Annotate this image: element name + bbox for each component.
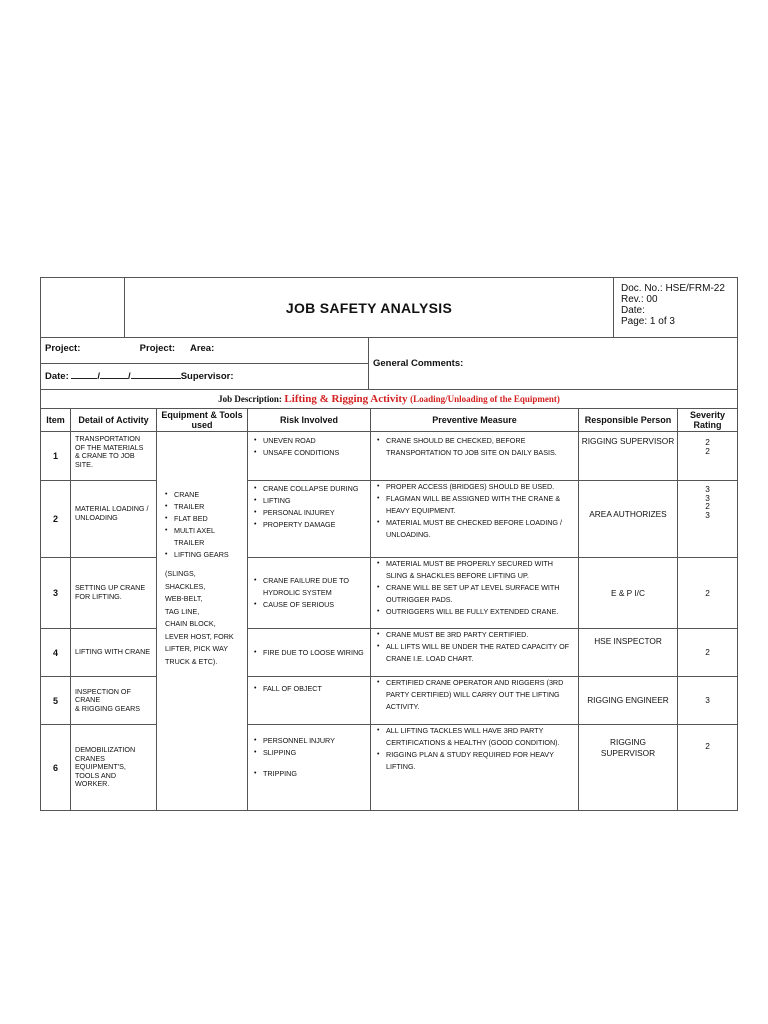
col-item: Item (41, 409, 71, 432)
date-day-field[interactable] (71, 369, 97, 379)
responsible-person: HSE INSPECTOR (579, 629, 678, 677)
job-description-label: Job Description: (218, 394, 282, 404)
logo-box (41, 278, 125, 338)
date-label: Date: (45, 371, 69, 382)
date-year-field[interactable] (131, 369, 181, 379)
table-row (41, 432, 738, 481)
equipment-list (161, 489, 245, 561)
severity-rating: 3 (678, 677, 738, 725)
activity-detail: INSPECTION OF CRANE & RIGGING GEARS (71, 677, 157, 725)
item-number: 2 (41, 481, 71, 558)
activity-detail: SETTING UP CRANE FOR LIFTING. (71, 558, 157, 629)
project-label: Project: (45, 343, 81, 354)
doc-date: Date: (621, 305, 645, 316)
page-number: Page: 1 of 3 (621, 316, 675, 327)
col-detail: Detail of Activity (71, 409, 157, 432)
jsa-table (40, 389, 738, 811)
doc-number: Doc. No.: HSE/FRM-22 (621, 283, 725, 294)
col-risk: Risk Involved (248, 409, 371, 432)
risk-cell: • FALL OF OBJECT (248, 677, 371, 725)
activity-detail: DEMOBILIZATION CRANES EQUIPMENT'S, TOOLS AND WORKER. (71, 725, 157, 811)
responsible-person: RIGGING SUPERVISOR (579, 725, 678, 811)
measure-cell: • MATERIAL MUST BE PROPERLY SECURED WITH SLING & SHACKLES BEFORE LIFTING UP. • CRANE WILL BE SET UP AT LEVEL SURFACE WITH OUTRIGGER PADS. • OUTRIGGERS WILL BE FULLY EXTENDED CRANE. (371, 558, 579, 629)
list-item: • CRANE (174, 489, 245, 501)
job-activity-detail: (Loading/Unloading of the Equipment) (410, 394, 560, 404)
project-info (40, 337, 738, 390)
area-label: Area: (189, 343, 215, 354)
responsible-person: RIGGING ENGINEER (579, 677, 678, 725)
job-safety-analysis-form (40, 277, 737, 811)
severity-rating: 2 (678, 629, 738, 677)
project-row (41, 338, 369, 364)
activity-detail: TRANSPORTATION OF THE MATERIALS & CRANE TO JOB SITE. (71, 432, 157, 481)
severity-rating: 2 2 (678, 432, 738, 481)
activity-detail: MATERIAL LOADING / UNLOADING (71, 481, 157, 558)
table-row (41, 558, 738, 629)
responsible-person: AREA AUTHORIZES (579, 481, 678, 558)
measure-cell: • ALL LIFTING TACKLES WILL HAVE 3RD PARTY CERTIFICATIONS & HEALTHY (GOOD CONDITION). • RIGGING PLAN & STUDY REQUIRED FOR HEAVY LIFTING. (371, 725, 579, 811)
severity-rating: 3 3 2 3 (678, 481, 738, 558)
activity-detail: LIFTING WITH CRANE (71, 629, 157, 677)
table-row (41, 677, 738, 725)
general-comments (369, 338, 738, 390)
page-title: JOB SAFETY ANALYSIS (125, 278, 614, 338)
list-item: • LIFTING GEARS (174, 549, 245, 561)
measure-cell: • CRANE MUST BE 3RD PARTY CERTIFIED. • ALL LIFTS WILL BE UNDER THE RATED CAPACITY OF CRANE I.E. LOAD CHART. (371, 629, 579, 677)
item-number: 5 (41, 677, 71, 725)
revision: Rev.: 00 (621, 294, 658, 305)
list-item: • TRAILER (174, 501, 245, 513)
table-row (41, 725, 738, 811)
col-severity: Severity Rating (678, 409, 738, 432)
col-responsible: Responsible Person (579, 409, 678, 432)
item-number: 6 (41, 725, 71, 811)
risk-cell: • PERSONNEL INJURY • SLIPPING • TRIPPING (248, 725, 371, 811)
list-item: • FLAT BED (174, 513, 245, 525)
severity-rating: 2 (678, 725, 738, 811)
column-headers (41, 409, 738, 432)
table-row (41, 629, 738, 677)
table-row (41, 481, 738, 558)
risk-cell: • FIRE DUE TO LOOSE WIRING (248, 629, 371, 677)
project-label-2: Project: (139, 343, 176, 354)
doc-info (614, 278, 738, 338)
measure-cell: • CRANE SHOULD BE CHECKED, BEFORE TRANSPORTATION TO JOB SITE ON DAILY BASIS. (371, 432, 579, 481)
equipment-tools (157, 432, 248, 811)
responsible-person: RIGGING SUPERVISOR (579, 432, 678, 481)
severity-rating: 2 (678, 558, 738, 629)
form-header (40, 277, 738, 338)
item-number: 4 (41, 629, 71, 677)
measure-cell: • CERTIFIED CRANE OPERATOR AND RIGGERS (3RD PARTY CERTIFIED) WILL CARRY OUT THE LIFTING ACTIVITY. (371, 677, 579, 725)
item-number: 1 (41, 432, 71, 481)
supervisor-label: Supervisor: (180, 371, 234, 382)
measure-cell: • PROPER ACCESS (BRIDGES) SHOULD BE USED. • FLAGMAN WILL BE ASSIGNED WITH THE CRANE & HEAVY EQUIPMENT. • MATERIAL MUST BE CHECKED BEFORE LOADING / UNLOADING. (371, 481, 579, 558)
item-number: 3 (41, 558, 71, 629)
risk-cell: • CRANE FAILURE DUE TO HYDROLIC SYSTEM • CAUSE OF SERIOUS (248, 558, 371, 629)
date-month-field[interactable] (100, 369, 128, 379)
list-item: • MULTI AXEL TRAILER (174, 525, 245, 549)
general-comments-label: General Comments: (373, 358, 464, 369)
date-row: Date: / / Supervisor: (41, 364, 369, 390)
job-activity: Lifting & Rigging Activity (284, 393, 408, 405)
equipment-extra: (SLINGS, SHACKLES, WEB-BELT, TAG LINE, CHAIN BLOCK, LEVER HOST, FORK LIFTER, PICK WAY TRUCK & ETC). (165, 569, 234, 666)
responsible-person: E & P I/C (579, 558, 678, 629)
risk-cell: • UNEVEN ROAD • UNSAFE CONDITIONS (248, 432, 371, 481)
job-description (41, 390, 738, 409)
col-preventive: Preventive Measure (371, 409, 579, 432)
risk-cell: • CRANE COLLAPSE DURING • LIFTING • PERSONAL INJUREY • PROPERTY DAMAGE (248, 481, 371, 558)
col-equipment: Equipment & Tools used (157, 409, 248, 432)
